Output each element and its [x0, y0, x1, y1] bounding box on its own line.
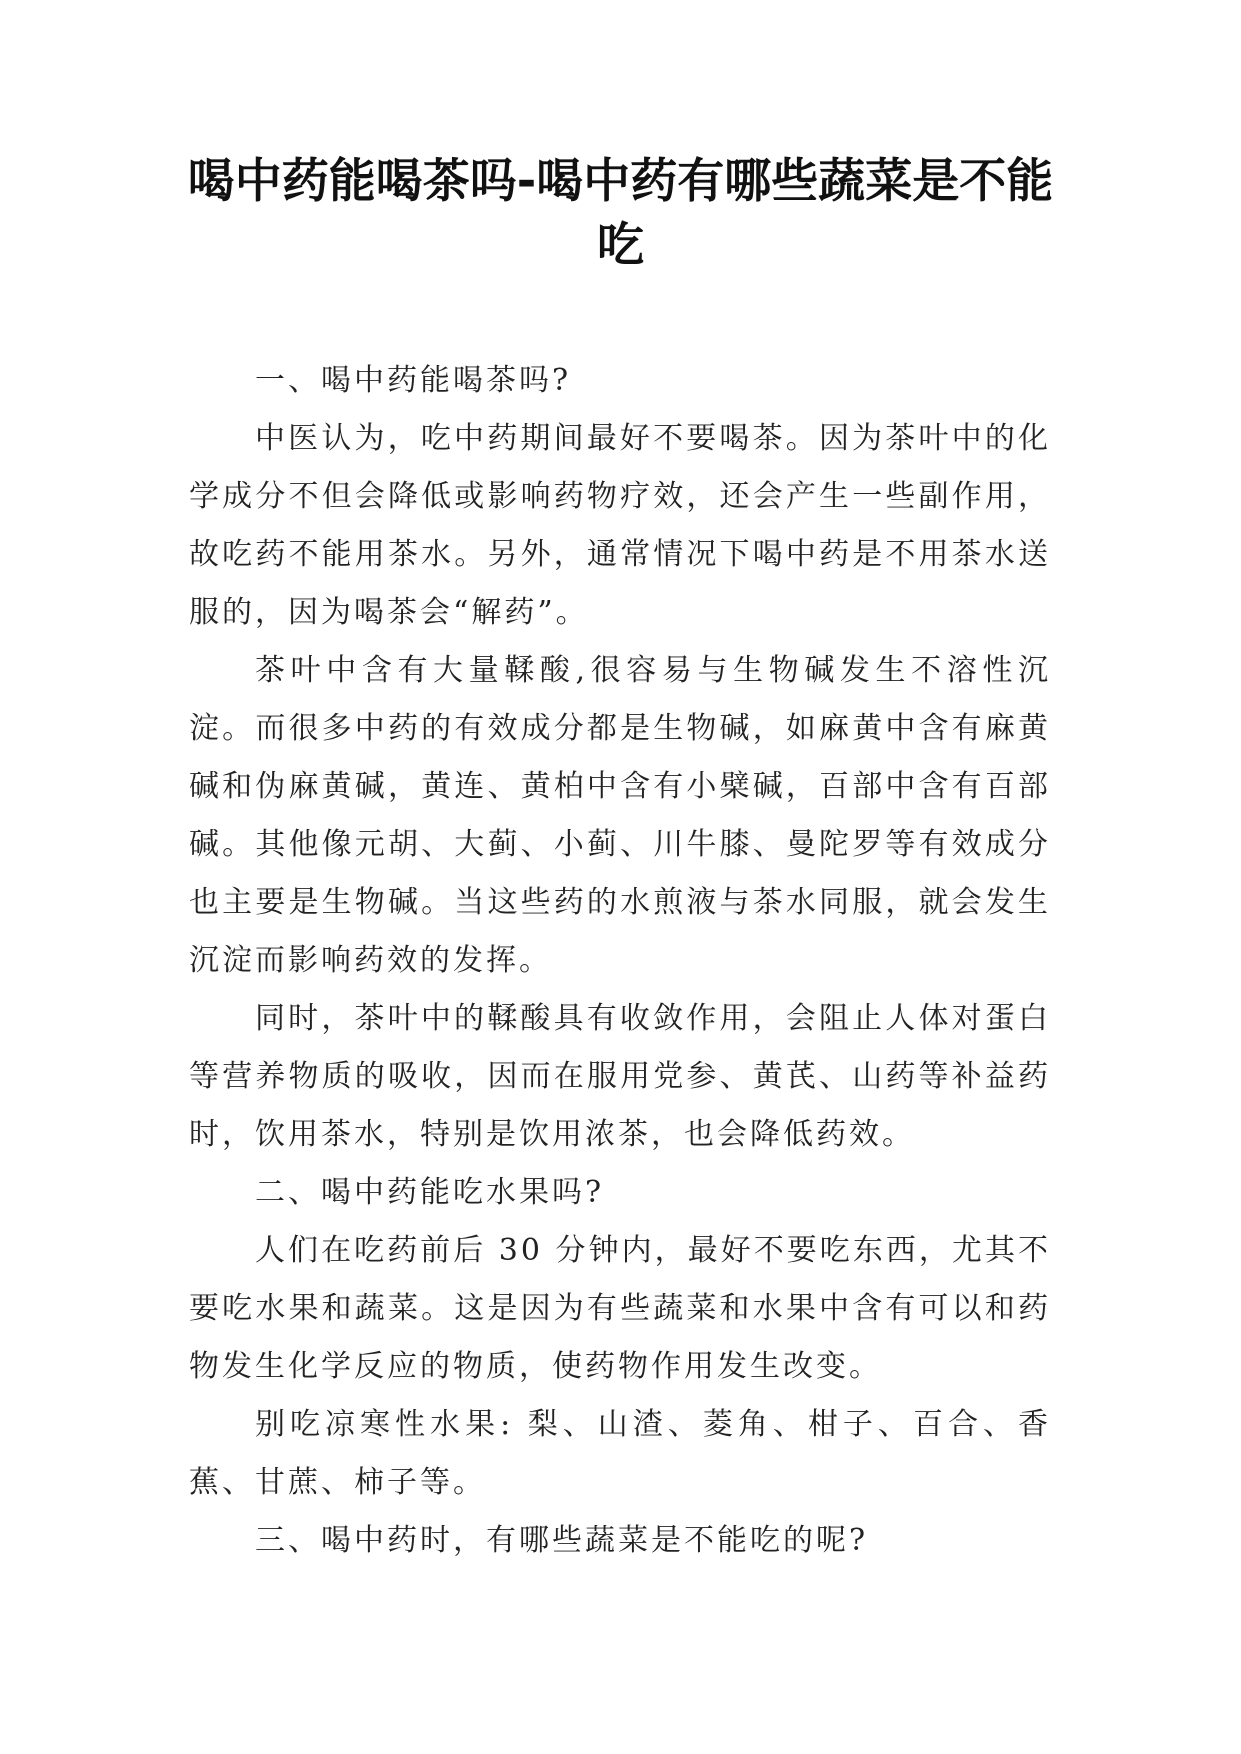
paragraph: 中医认为，吃中药期间最好不要喝茶。因为茶叶中的化学成分不但会降低或影响药物疗效，还会产生一些副作用，故吃药不能用茶水。另外，通常情况下喝中药是不用茶水送服的，因为喝茶会“解药”。 [189, 421, 1051, 630]
section-heading-1: 一、喝中药能喝茶吗? [255, 363, 572, 398]
paragraph: 茶叶中含有大量鞣酸,很容易与生物碱发生不溶性沉淀。而很多中药的有效成分都是生物碱，如麻黄中含有麻黄碱和伪麻黄碱，黄连、黄柏中含有小檗碱，百部中含有百部碱。其他像元胡、大蓟、小蓟、川牛膝、曼陀罗等有效成分也主要是生物碱。当这些药的水煎液与茶水同服，就会发生沉淀而影响药效的发挥。 [189, 653, 1051, 978]
section-heading-2: 二、喝中药能吃水果吗? [255, 1175, 605, 1210]
document-body [189, 352, 1051, 1570]
paragraph: 别吃凉寒性水果: 梨、山渣、菱角、柑子、百合、香蕉、甘蔗、柿子等。 [189, 1407, 1051, 1500]
section-heading-3: 三、喝中药时，有哪些蔬菜是不能吃的呢? [255, 1523, 869, 1558]
paragraph: 同时，茶叶中的鞣酸具有收敛作用，会阻止人体对蛋白等营养物质的吸收，因而在服用党参、黄芪、山药等补益药时，饮用茶水，特别是饮用浓茶，也会降低药效。 [189, 1001, 1051, 1152]
document-title: 喝中药能喝茶吗-喝中药有哪些蔬菜是不能吃 [187, 154, 1054, 273]
paragraph: 人们在吃药前后 30 分钟内，最好不要吃东西，尤其不要吃水果和蔬菜。这是因为有些蔬菜和水果中含有可以和药物发生化学反应的物质，使药物作用发生改变。 [189, 1233, 1051, 1384]
